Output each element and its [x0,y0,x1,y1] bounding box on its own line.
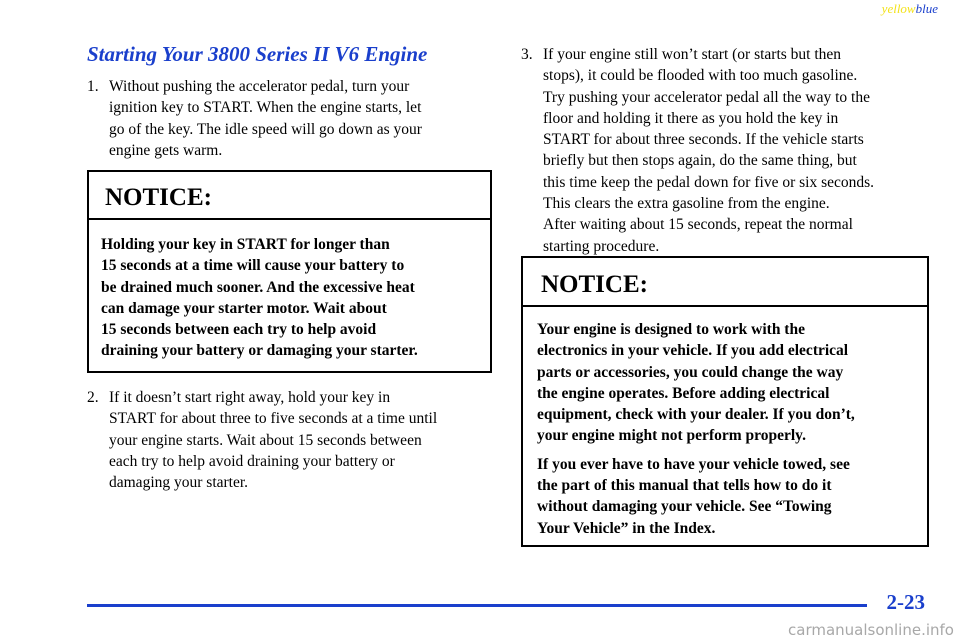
text-line: the part of this manual that tells how to do it [537,477,832,495]
step-3-number: 3. [521,46,533,63]
text-line: equipment, check with your dealer. If you don’t, [537,406,855,424]
text-line: stops), it could be flooded with too much gasoline. [543,67,858,85]
left-column [87,76,492,161]
text-line: starting procedure. [543,237,660,255]
page-number: 2-23 [886,590,925,614]
step-2 [87,387,492,493]
notice-box-electronics [521,256,929,547]
text-line: If your engine still won’t start (or starts but then [543,46,842,63]
text-line: briefly but then stops again, do the same thing, but [543,152,857,170]
text-line: go of the key. The idle speed will go down as your [109,120,422,138]
text-line: draining your battery or damaging your starter. [101,342,418,360]
notice-title: NOTICE: [541,271,648,298]
notice-header [89,172,490,220]
step-3-text [543,44,931,257]
text-line: Your Vehicle” in the Index. [537,519,716,537]
step-1-number: 1. [87,78,99,95]
text-line: This clears the extra gasoline from the engine. [543,195,830,213]
text-line: your engine starts. Wait about 15 seconds between [109,431,422,449]
text-line: After waiting about 15 seconds, repeat the normal [543,216,853,234]
text-line: damaging your starter. [109,474,249,492]
text-line: the engine operates. Before adding electrical [537,384,830,402]
text-line: each try to help avoid draining your battery or [109,452,395,470]
edition-marker [882,1,938,17]
footer-rule [87,604,867,607]
step-1-text [109,76,492,161]
notice-paragraph-2 [537,454,927,539]
text-line: electronics in your vehicle. If you add electrical [537,342,849,360]
watermark: carmanualsonline.info [788,621,954,639]
notice-text [101,234,490,362]
notice-body [89,220,490,362]
text-line: Try pushing your accelerator pedal all the way to the [543,88,870,106]
text-line: START for about three to five seconds at a time until [109,410,438,428]
left-column-lower [87,387,492,493]
text-line: floor and holding it there as you hold the key in [543,109,839,127]
text-line: If you ever have to have your vehicle towed, see [537,455,850,473]
text-line: ignition key to START. When the engine starts, let [109,99,422,117]
text-line: Without pushing the accelerator pedal, turn your [109,78,410,95]
text-line: engine gets warm. [109,141,223,159]
step-3 [521,44,931,257]
text-line: can damage your starter motor. Wait about [101,299,387,317]
text-line: Your engine is designed to work with the [537,321,805,338]
notice-paragraph-1 [537,319,927,447]
text-line: Holding your key in START for longer than [101,236,390,253]
text-line: be drained much sooner. And the excessive heat [101,278,415,296]
notice-header [523,258,927,307]
right-column [521,44,931,257]
notice-box-battery [87,170,492,373]
text-line: 15 seconds at a time will cause your battery to [101,257,405,275]
text-line: without damaging your vehicle. See “Towing [537,498,832,516]
notice-title: NOTICE: [105,184,212,211]
step-2-number: 2. [87,389,99,406]
text-line: your engine might not perform properly. [537,427,806,445]
section-title: Starting Your 3800 Series II V6 Engine [87,42,428,66]
text-line: If it doesn’t start right away, hold your key in [109,389,391,406]
step-2-text [109,387,492,493]
step-1 [87,76,492,161]
edition-marker-yellow: yellow [881,1,916,16]
notice-body [523,307,927,539]
text-line: 15 seconds between each try to help avoid [101,321,377,339]
edition-marker-blue: blue [915,1,938,16]
text-line: parts or accessories, you could change the way [537,363,844,381]
text-line: this time keep the pedal down for five or six seconds. [543,173,875,191]
text-line: START for about three seconds. If the vehicle starts [543,131,864,149]
